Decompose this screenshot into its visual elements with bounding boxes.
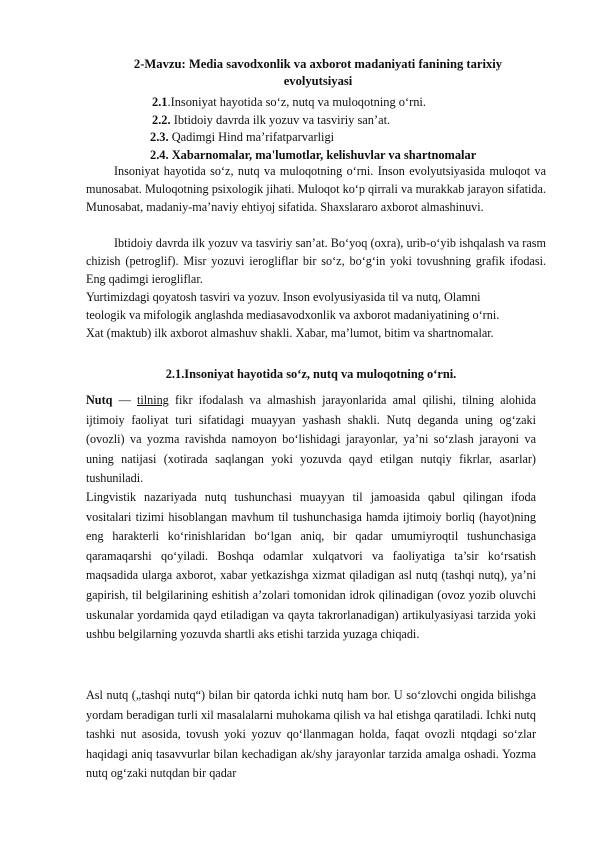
toc-item-2-4 <box>150 147 476 165</box>
paragraph-text: fikr ifodalash va almashish jarayonlarida amal qilishi, tilning alohida ijtimoiy faoliyat turi sifatidagi muayyan yashash shakli. Nutq deganda uning og‘zaki (ovozli) va yozma ravishda namoyon bo‘lishidagi jarayonlar, ya’ni so‘zlash jarayoni va uning natijasi (xotirada saqlangan yoki yozuvda qayd etilgan nutqiy fikrlar, asarlar) tushuniladi. <box>86 393 536 486</box>
toc-item-2-3 <box>150 129 334 147</box>
toc-item-text: Qadimgi Hind ma’rifatparvarligi <box>168 130 335 144</box>
toc-item-number: 2.3. <box>150 130 169 144</box>
toc-item-text: .Insoniyat hayotida so‘z, nutq va muloqotning o‘rni. <box>167 95 426 109</box>
toc-item-number: 2.4. <box>150 147 169 162</box>
term-nutq: Nutq <box>86 393 113 407</box>
body-paragraph-2: Lingvistik nazariyada nutq tushunchasi muayyan til jamoasida qabul qilingan ifoda vositalari tizimi hisoblangan mavhum til tushunchasiga hamda ijtimoiy borliq (hayot)ning eng harakterli ko‘rinishlaridan bo‘lgan aniq, bir qadar umumiyroqtil tushunchasiga qaramaqarshi qo‘yiladi. Boshqa odamlar xulqatvori va faoliyatiga ta’sir ko‘rsatish maqsadida ularga axborot, xabar yetkazishga xizmat qiladigan asl nutq (tashqi nutq), ya’ni gapirish, til belgilarining eshitish a’zolari tomonidan idrok qilinadigan (ovoz yozib oluvchi uskunalar yordamida qayd etiladigan va qayta takrorlanadigan) artikulyasiyasi tarzida yoki ushbu belgilarning yozuvda shartli aks etishi tarzida yuzaga chiqadi. <box>86 490 536 642</box>
body-paragraph-3: Asl nutq („tashqi nutq“) bilan bir qatorda ichki nutq ham bor. U so‘zlovchi ongida bilishga yordam beradigan turli xil masalalarni muhokama qilish va hal etishga qaratiladi. Ichki nutq tashki nut asosida, tovush yoki yozuv qo‘llanmagan holda, faqat ovozli ntqdagi so‘zlar haqidagi aniq tasavvurlar bilan kechadigan ak/shy jarayonlar tarzida amalga oshadi. Yozma nutq og‘zaki nutqdan bir qadar <box>86 688 536 781</box>
toc-item-2-2 <box>152 112 390 130</box>
summary-line-5: Xat (maktub) ilk axborot almashuv shakli. Xabar, ma’lumot, bitim va shartnomalar. <box>86 326 494 340</box>
body-paragraph-1 <box>86 391 536 489</box>
summary-paragraph-2: Ibtidoiy davrda ilk yozuv va tasviriy san’at. Bo‘yoq (oxra), urib-o‘yib ishqalash va rasm chizish (petroglif). Misr yozuvi ierogliflar bir so‘z, bo‘g‘in yoki tovushning grafik ifodasi. Eng qadimgi ierogliflar. <box>86 236 546 286</box>
toc-item-number: 2.1 <box>152 95 168 109</box>
summary-line-3: Yurtimizdagi qoyatosh tasviri va yozuv. Inson evolyusiyasida til va nutq, Olamni <box>86 290 481 304</box>
toc-item-text: Xabarnomalar, ma'lumotlar, kelishuvlar va shartnomalar <box>168 147 477 162</box>
toc-item-text: Ibtidoiy davrda ilk yozuv va tasviriy san’at. <box>170 112 391 127</box>
toc-item-number: 2.2. <box>152 112 171 127</box>
section-heading: 2.1.Insoniyat hayotida so‘z, nutq va muloqotning o‘rni. <box>165 367 457 381</box>
term-dash: — <box>112 393 137 407</box>
toc-item-2-1 <box>152 94 426 112</box>
document-title: 2-Mavzu: Media savodxonlik va axborot madaniyati fanining tarixiy evolyutsiyasi <box>133 57 503 88</box>
summary-line-4: teologik va mifologik anglashda mediasavodxonlik va axborot madaniyatining o‘rni. <box>86 308 500 322</box>
summary-paragraph-1: Insoniyat hayotida so‘z, nutq va muloqotning o‘rni. Inson evolyutsiyasida muloqot va munosabat. Muloqotning psixologik jihati. Muloqot ko‘p qirrali va murakkab jarayon sifatida. Munosabat, madaniy-ma’naviy ehtiyoj sifatida. Shaxslararo axborot almashinuvi. <box>86 164 546 214</box>
tilning-link[interactable]: tilning <box>136 393 169 407</box>
